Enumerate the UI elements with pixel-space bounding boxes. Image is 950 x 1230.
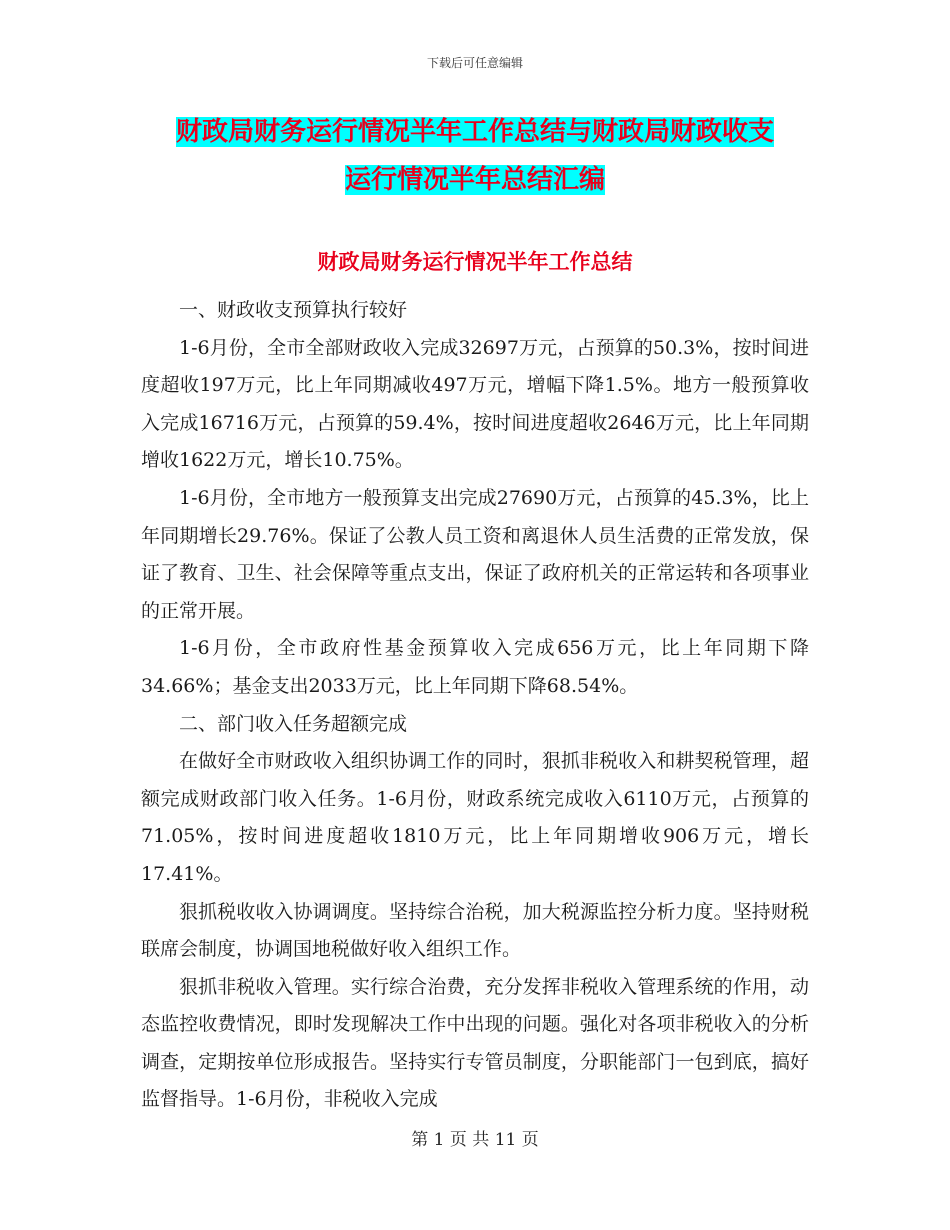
heading-paragraph: 二、部门收入任务超额完成: [179, 712, 408, 735]
document-title-line-2: 运行情况半年总结汇编: [344, 165, 605, 195]
body-paragraph: 1-6月份，全市地方一般预算支出完成27690万元，占预算的45.3%，比上年同期增长29.76%。保证了公教人员工资和离退休人员生活费的正常发放，保证了教育、卫生、社会保障等重点支出，保证了政府机关的正常运转和各项事业的正常开展。: [141, 486, 809, 622]
body-paragraph: 狠抓税收收入协调调度。坚持综合治税，加大税源监控分析力度。坚持财税联席会制度，协调国地税做好收入组织工作。: [141, 900, 809, 961]
document-title: [140, 108, 810, 204]
header-note: 下载后可任意编辑: [426, 56, 523, 70]
heading-paragraph: 一、财政收支预算执行较好: [179, 299, 408, 321]
document-title-line-1: 财政局财务运行情况半年工作总结与财政局财政收支: [175, 117, 774, 147]
document-body: [141, 292, 809, 1119]
body-paragraph: 在做好全市财政收入组织协调工作的同时，狠抓非税收入和耕契税管理，超额完成财政部门收入任务。1-6月份，财政系统完成收入6110万元，占预算的71.05%，按时间进度超收1810万元，比上年同期增收906万元，增长17.41%。: [141, 750, 809, 885]
body-paragraph: 1-6月份，全市政府性基金预算收入完成656万元，比上年同期下降34.66%；基金支出2033万元，比上年同期下降68.54%。: [141, 637, 809, 697]
page-footer: 第 1 页 共 11 页: [411, 1130, 539, 1150]
section-title: 财政局财务运行情况半年工作总结: [317, 250, 633, 274]
body-paragraph: 狠抓非税收入管理。实行综合治费，充分发挥非税收入管理系统的作用，动态监控收费情况，即时发现解决工作中出现的问题。强化对各项非税收入的分析调查，定期按单位形成报告。坚持实行专管员制度，分职能部门一包到底，搞好监督指导。1-6月份，非税收入完成: [141, 975, 809, 1111]
body-paragraph: 1-6月份，全市全部财政收入完成32697万元，占预算的50.3%，按时间进度超收197万元，比上年同期减收497万元，增幅下降1.5%。地方一般预算收入完成16716万元，占预算的59.4%，按时间进度超收2646万元，比上年同期增收1622万元，增长10.75%。: [141, 336, 809, 472]
